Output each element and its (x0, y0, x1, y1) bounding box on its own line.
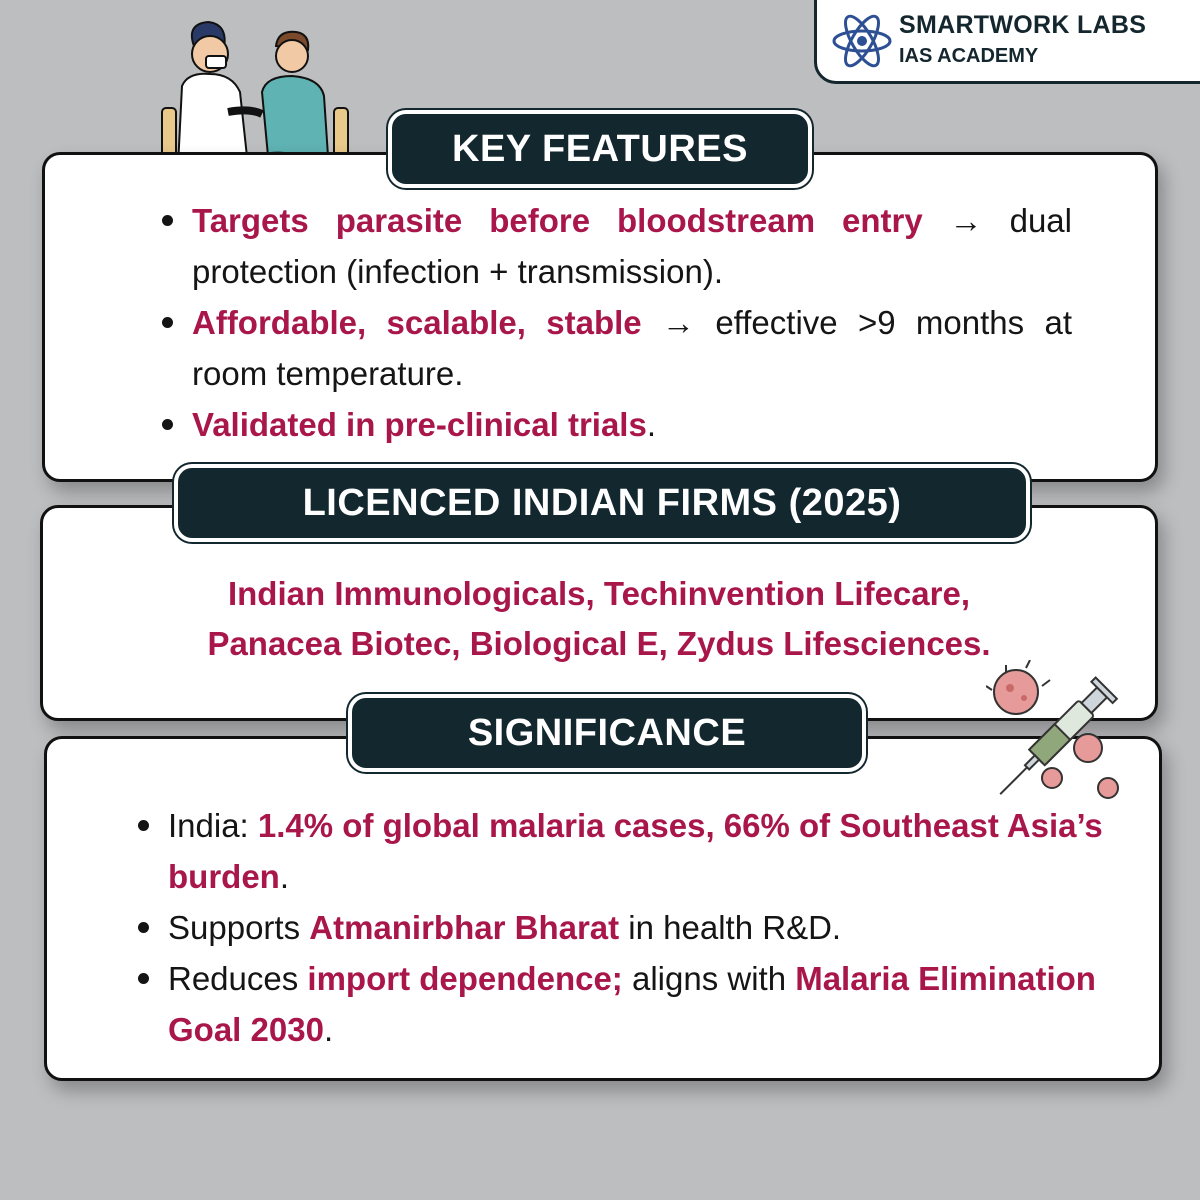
key-features-list (192, 195, 1072, 450)
brand-box (814, 0, 1200, 84)
atom-icon (831, 11, 893, 71)
syringe-virus-illustration (986, 660, 1136, 805)
key-features-heading: KEY FEATURES (388, 110, 812, 188)
firms-line-2: Panacea Biotec, Biological E, Zydus Lifesciences. (207, 625, 991, 662)
list-item: Validated in pre-clinical trials. (192, 399, 1072, 450)
list-item: Targets parasite before bloodstream entry → dual protection (infection + transmission). (192, 195, 1072, 297)
significance-list (168, 800, 1108, 1055)
list-item: Supports Atmanirbhar Bharat in health R&D. (168, 902, 1108, 953)
brand-subtitle: IAS ACADEMY (899, 45, 1039, 67)
firms-line-1: Indian Immunologicals, Techinvention Lifecare, (227, 575, 971, 612)
list-item: India: 1.4% of global malaria cases, 66% of Southeast Asia’s burden. (168, 800, 1108, 902)
significance-heading: SIGNIFICANCE (348, 694, 866, 772)
brand-name: SMARTWORK LABS (899, 11, 1147, 39)
list-item: Reduces import dependence; aligns with Malaria Elimination Goal 2030. (168, 953, 1108, 1055)
licenced-firms-heading: LICENCED INDIAN FIRMS (2025) (174, 464, 1030, 542)
list-item: Affordable, scalable, stable → effective >9 months at room temperature. (192, 297, 1072, 399)
licenced-firms-text (40, 569, 1158, 669)
